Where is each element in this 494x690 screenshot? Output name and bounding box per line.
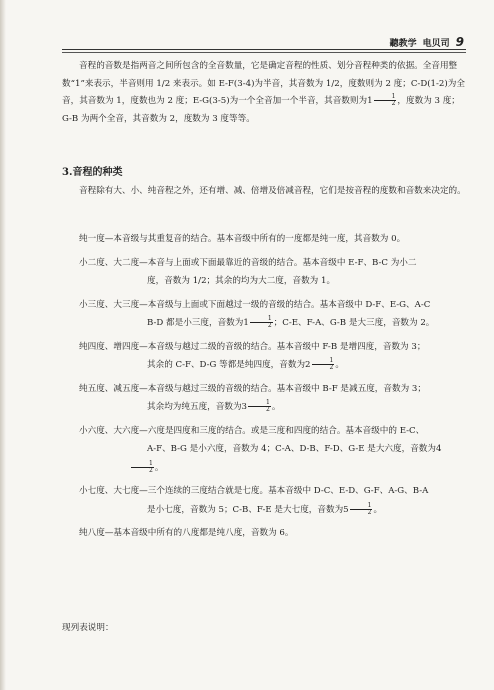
interval-item-text: 小七度、大七度—三个连续的三度结合就是七度。基本音级中 D-C、E-D、G-F、A-G、B-A	[79, 486, 429, 496]
fraction	[350, 503, 373, 516]
fraction-whole: 2	[305, 360, 311, 370]
intro-frac-den: 2	[391, 100, 396, 107]
intro-text-end: ，度数为 3 度；G-B 为两个全音，其音数为 2，度数为 3 度等等。	[62, 96, 460, 124]
continuation-text: A-F、B-G 是小六度，音数为 4；C-A、D-B、F-D、G-E 是大六度，音数为	[147, 444, 436, 454]
fraction-denominator: 2	[267, 322, 272, 329]
intro-text: 音程的音数是指两音之间所包含的全音数量，它是确定音程的性质、划分音程种类的依据。全音用整数“1”来表示，半音则用 1/2 来表示。如 E-F(3-4)为半音，其音数为 1/2，度数则为 2 度；C-D(1-2)为全音，其音数为 1，度数也为 2 度；E-G(3-5)为一个全音加一个半音，其音数则为	[62, 61, 465, 106]
interval-item	[62, 254, 466, 291]
header-rule	[62, 49, 466, 50]
continuation-text: 其余均为纯五度，音数为	[147, 402, 242, 412]
interval-item-text: 纯五度、减五度—本音级与越过三级的音级的结合。基本音级中 B-F 是减五度，音数为 3；	[79, 383, 426, 394]
fraction-numerator: 1	[250, 316, 273, 323]
interval-item	[62, 296, 466, 333]
intro-paragraph	[62, 58, 466, 128]
interval-item-text: 小六度、大六度—六度是四度和三度的结合。或是三度和四度的结合。基本音级中的 E-C、	[79, 425, 425, 436]
interval-item-continuation	[62, 398, 466, 417]
fraction	[250, 316, 273, 329]
interval-item-continuation	[62, 314, 466, 333]
intro-fraction	[374, 94, 397, 107]
brand-label: 电贝司	[422, 39, 450, 49]
interval-item-text: 纯八度—基本音级中所有的八度都是纯八度，音数为 6。	[79, 528, 294, 538]
fraction-numerator: 1	[248, 400, 271, 407]
interval-item-continuation	[62, 272, 466, 291]
fraction-whole: 3	[241, 402, 248, 412]
interval-item-text: 纯一度—本音级与其重复音的结合。基本音级中所有的一度都是纯一度，其音数为 0。	[79, 234, 406, 244]
fraction	[131, 461, 154, 474]
fraction-denominator: 2	[149, 466, 153, 474]
intro-frac-num: 1	[374, 94, 397, 101]
interval-item-continuation	[62, 356, 466, 375]
continuation-text: 是小七度，音数为 5；C-B、F-E 是大七度，音数为	[147, 504, 344, 515]
fraction	[312, 358, 335, 371]
page-number: 9	[455, 35, 464, 49]
fraction-whole: 5	[343, 504, 349, 515]
interval-item-text: 小三度、大三度—本音级与上面或下面越过一级的音级的结合。基本音级中 D-F、E-G、A-C	[79, 299, 431, 310]
fraction-numerator: 1	[350, 503, 373, 510]
fraction-denominator: 2	[266, 406, 270, 413]
interval-item	[62, 230, 466, 249]
fraction-whole: 4	[435, 444, 442, 454]
interval-item	[62, 338, 466, 375]
fraction-denominator: 2	[367, 508, 372, 516]
fraction-denominator: 2	[329, 364, 334, 371]
continuation-text: 其余的 C-F、D-G 等都是纯四度，音数为	[147, 360, 306, 370]
interval-item-continuation	[62, 440, 466, 477]
binding-shadow	[0, 0, 6, 690]
intro-frac-whole: 1	[367, 96, 373, 106]
interval-item-text: 纯四度、增四度—本音级与越过二级的音级的结合。基本音级中 F-B 是增四度，音数为 3；	[79, 341, 426, 352]
continuation-text-end: 。	[271, 402, 281, 412]
interval-item-text: 小二度、大二度—本音与上面或下面最靠近的音级的结合。基本音级中 E-F、B-C 为小二	[79, 257, 417, 268]
interval-item	[62, 482, 466, 519]
continuation-text-end: 。	[335, 360, 344, 370]
fraction-whole: 1	[243, 318, 249, 328]
continuation-text-end: ；C-E、F-A、G-B 是大三度，音数为 2。	[273, 318, 435, 328]
fraction-numerator: 1	[131, 461, 154, 468]
continuation-text: B-D 都是小三度，音数为	[147, 318, 244, 328]
section-title: 3.音程的种类	[62, 167, 123, 178]
running-header	[390, 35, 464, 49]
interval-item	[62, 422, 466, 478]
interval-item	[62, 380, 466, 417]
section-intro	[62, 183, 466, 201]
interval-item-continuation	[62, 501, 466, 520]
interval-list	[62, 230, 466, 548]
interval-item	[62, 524, 466, 543]
table-intro: 现列表说明：	[62, 623, 114, 633]
fraction-numerator: 1	[312, 358, 335, 365]
fraction	[248, 400, 271, 413]
series-label: 聽教学	[389, 39, 417, 49]
continuation-text-end: 。	[373, 504, 383, 515]
continuation-text: 度，音数为 1/2；其余的均为大二度，音数为 1。	[147, 276, 336, 286]
section-intro-text: 音程除有大、小、纯音程之外，还有增、减、倍增及倍减音程，它们是按音程的度数和音数来决定的。	[79, 186, 466, 196]
continuation-text-end: 。	[154, 462, 164, 473]
header-rule-thin	[62, 52, 466, 53]
